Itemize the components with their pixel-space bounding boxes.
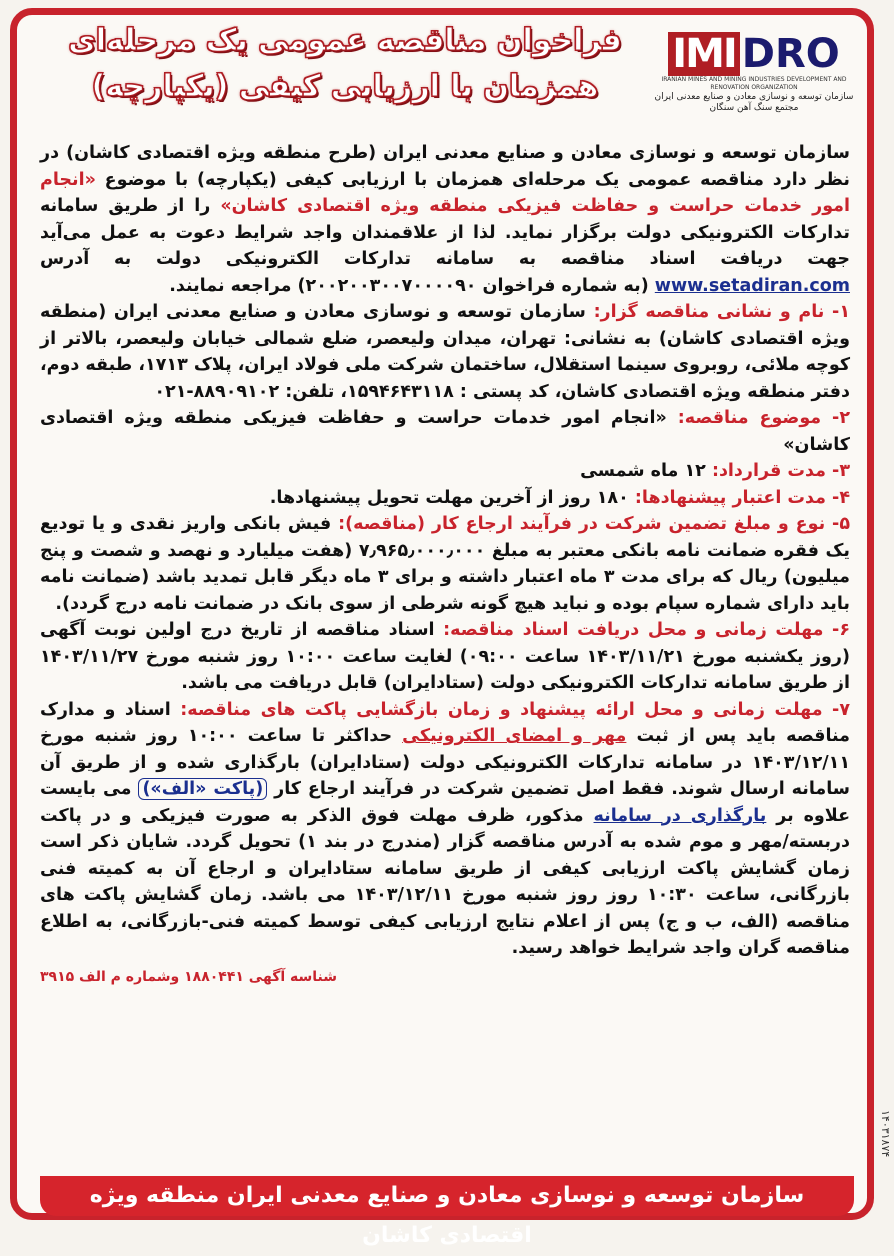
notice-title bbox=[45, 18, 645, 110]
item-2 bbox=[40, 405, 850, 458]
title-line-1: فراخوان مناقصه عمومی یک مرحله‌ای bbox=[68, 23, 622, 58]
header bbox=[22, 18, 860, 130]
intro-text-2: را از طریق سامانه تدارکات الکترونیکی دولت برگزار نماید. لذا از علاقمندان واجد شرایط دعوت به عمل می‌آید جهت دریافت اسناد مناقصه به سامانه تدارکات الکترونیکی دولت به آدرس bbox=[40, 196, 850, 269]
item-7 bbox=[40, 697, 850, 962]
title-line-2: همزمان با ارزیابی کیفی (یکپارچه) bbox=[91, 69, 599, 104]
logo-mark-left: IMI bbox=[668, 32, 740, 76]
item-5 bbox=[40, 511, 850, 617]
intro-text-1: سازمان توسعه و نوسازی معادن و صنایع معدنی ایران (طرح منطقه ویژه اقتصادی کاشان) در نظر دارد مناقصه عمومی یک مرحله‌ای همزمان با ارزیابی کیفی (یکپارچه) با موضوع bbox=[40, 143, 851, 190]
notice-body bbox=[40, 140, 850, 990]
item-label: ۲- موضوع مناقصه: bbox=[677, 408, 851, 428]
footer-text: سازمان توسعه و نوسازی معادن و صنایع معدنی ایران منطقه ویژه اقتصادی کاشان bbox=[89, 1183, 805, 1248]
item-label: ۶- مهلت زمانی و محل دریافت اسناد مناقصه: bbox=[443, 620, 851, 640]
item-text: سازمان توسعه و نوسازی معادن و صنایع معدنی ایران (منطقه ویژه اقتصادی کاشان) به نشانی: تهران، میدان ولیعصر، ضلع شمالی خیابان ولیعصر، بالاتر از کوچه ملائی، روبروی سینما استقلال، ساختمان شرکت ملی فولاد ایران، پلاک ۱۷۱۳، طبقه دوم، دفتر منطقه ویژه اقتصادی کاشان، کد پستی : ۱۵۹۴۶۴۳۱۱۸، تلفن: ۸۸۹۰۹۱۰۲-۰۲۱ bbox=[40, 302, 851, 402]
logo-subtitle-fa: سازمان توسعه و نوسازی معادن و صنایع معدنی ایران bbox=[654, 92, 854, 102]
item-text: ۱۲ ماه شمسی bbox=[580, 461, 706, 481]
side-code: ۱۴۰۳۱۸۷۴ bbox=[879, 1110, 892, 1158]
item-text: مذکور، ظرف مهلت فوق الذکر به صورت فیزیکی و در پاکت دربسته/مهر و موم شده به آدرس مناقصه گزار (مندرج در بند ۱) تحویل گردد. شایان ذکر است زمان گشایش پاکت ارزیابی کیفی از طریق سامانه ستادایران و ارجاع آن به کمیته فنی بازرگانی، ساعت ۱۰:۳۰ روز روز شنبه مورخ ۱۴۰۳/۱۲/۱۱ می باشد. زمان گشایش پاکت های مناقصه (الف، ب و ج) پس از اعلام نتایج ارزیابی کیفی توسط کمیته فنی-بازرگانی، به اطلاع مناقصه گران واجد شرایط خواهد رسید. bbox=[40, 805, 850, 958]
logo-mark bbox=[654, 32, 854, 76]
item-label: ۷- مهلت زمانی و محل ارائه پیشنهاد و زمان بازگشایی پاکت های مناقصه: bbox=[180, 699, 851, 720]
intro-subject: «انجام امور خدمات حراست و حفاظت فیزیکی منطقه ویژه اقتصادی کاشان» bbox=[40, 169, 850, 216]
intro-text-3: (به شماره فراخوان ۲۰۰۲۰۰۳۰۰۷۰۰۰۰۹۰) مراجعه نمایند. bbox=[169, 275, 649, 296]
notice-id: شناسه آگهی ۱۸۸۰۴۴۱ وشماره م الف ۳۹۱۵ bbox=[40, 968, 338, 985]
item-text: اسناد مناقصه از تاریخ درج اولین نوبت آگهی (روز یکشنبه مورخ ۱۴۰۳/۱۱/۲۱ ساعت ۰۹:۰۰) لغایت ساعت ۱۰:۰۰ روز شنبه مورخ ۱۴۰۳/۱۱/۲۷ از طریق سامانه تدارکات الکترونیکی دولت (ستادایران) قابل دریافت می باشد. bbox=[40, 620, 850, 693]
packet-alef-highlight: (پاکت «الف») bbox=[138, 778, 267, 800]
logo-mark-right: DRO bbox=[741, 31, 840, 77]
intro-paragraph bbox=[40, 140, 850, 299]
electronic-signature-highlight: مهر و امضای الکترونیکی bbox=[402, 726, 627, 746]
item-text: اسناد و مدارک مناقصه باید پس از ثبت bbox=[40, 699, 850, 746]
item-text: ۱۸۰ روز از آخرین مهلت تحویل پیشنهادها. bbox=[269, 487, 629, 508]
item-text: می بایست علاوه بر bbox=[40, 779, 851, 826]
item-label: ۵- نوع و مبلغ تضمین شرکت در فرآیند ارجاع کار (مناقصه): bbox=[338, 514, 851, 534]
logo-subtitle-fa-2: مجتمع سنگ آهن سنگان bbox=[709, 103, 799, 113]
upload-highlight: بارگذاری در سامانه bbox=[593, 805, 767, 826]
item-text: حداکثر تا ساعت ۱۰:۰۰ روز شنبه مورخ ۱۴۰۳/۱۲/۱۱ در سامانه تدارکات الکترونیکی دولت (ستادایران) بارگذاری شده و از طریق آن سامانه ارسال شوند. فقط اصل تضمین شرکت در فرآیند ارجاع کار bbox=[40, 726, 851, 799]
item-label: ۴- مدت اعتبار پیشنهادها: bbox=[634, 487, 850, 508]
item-3 bbox=[40, 458, 850, 485]
footer-banner bbox=[40, 1176, 854, 1248]
setadiran-link[interactable]: www.setadiran.com bbox=[654, 275, 850, 296]
logo-subtitle-en: IRANIAN MINES AND MINING INDUSTRIES DEVELOPMENT AND RENOVATION ORGANIZATION bbox=[661, 76, 847, 91]
item-label: ۳- مدت قرارداد: bbox=[711, 461, 850, 481]
item-label: ۱- نام و نشانی مناقصه گزار: bbox=[593, 302, 851, 322]
item-1 bbox=[40, 299, 850, 405]
item-text: فیش بانکی واریز نقدی و یا تودیع یک فقره ضمانت نامه بانکی معتبر به مبلغ ۷٫۹۶۵٫۰۰۰٫۰۰۰ (هفت میلیارد و نهصد و شصت و پنج میلیون) ریال که برای مدت ۳ ماه اعتبار داشته و برای ۳ ماه دیگر قابل تمدید باشد (ضمانت نامه باید دارای شماره سپام بوده و نباید هیچ گونه شرطی از سوی بانک در ضمانت نامه درج گردد). bbox=[40, 514, 851, 614]
item-6 bbox=[40, 617, 850, 697]
item-text: «انجام امور خدمات حراست و حفاظت فیزیکی منطقه ویژه اقتصادی کاشان» bbox=[40, 408, 850, 455]
item-4 bbox=[40, 485, 850, 512]
imidro-logo bbox=[654, 32, 854, 124]
